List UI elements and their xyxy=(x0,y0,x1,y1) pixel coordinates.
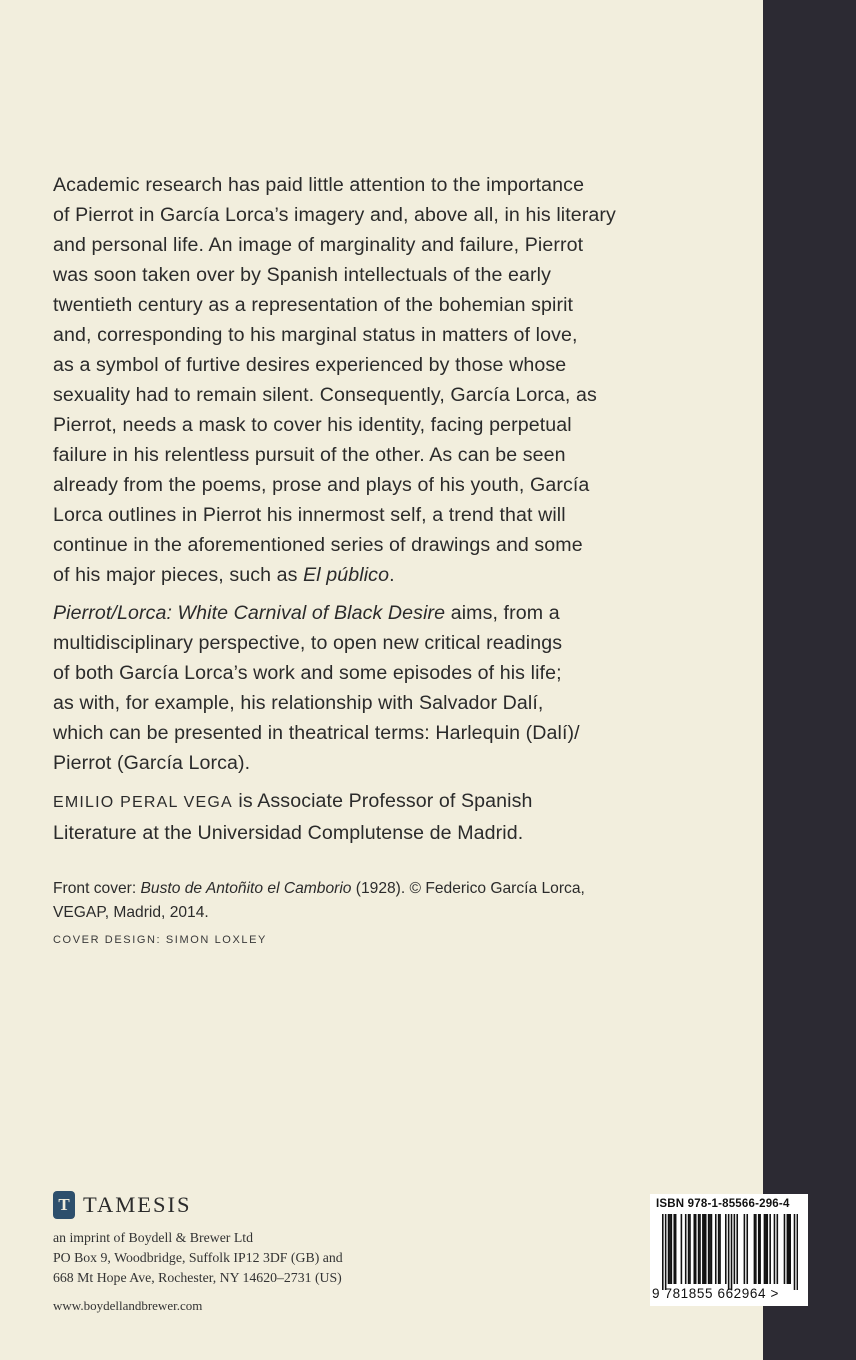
blurb-paragraph-2 xyxy=(53,598,653,778)
barcode-bar xyxy=(675,1214,677,1284)
tamesis-logo-icon: T xyxy=(53,1191,75,1219)
blurb-paragraph-1 xyxy=(53,170,653,590)
barcode-bar xyxy=(769,1214,771,1284)
barcode-bar xyxy=(767,1214,769,1284)
text-line: sexuality had to remain silent. Consequently, García Lorca, as xyxy=(53,384,597,406)
text-fragment: . xyxy=(389,564,395,586)
text-line: which can be presented in theatrical terms: Harlequin (Dalí)/ xyxy=(53,722,580,744)
barcode-bar xyxy=(699,1214,701,1284)
text-line: Literature at the Universidad Complutense de Madrid. xyxy=(53,822,524,844)
barcode-bar xyxy=(734,1214,736,1284)
barcode-bar xyxy=(671,1214,673,1284)
text-line: Lorca outlines in Pierrot his innermost self, a trend that will xyxy=(53,504,566,526)
artwork-title: Busto de Antoñito el Camborio xyxy=(140,880,352,897)
barcode-bar xyxy=(787,1214,789,1284)
text-line: Academic research has paid little attention to the importance xyxy=(53,174,585,196)
barcode-bar xyxy=(755,1214,757,1284)
barcode-bar xyxy=(774,1214,776,1284)
barcode-bar xyxy=(784,1214,786,1284)
barcode-bar xyxy=(688,1214,690,1284)
barcode-bar xyxy=(789,1214,791,1284)
barcode-bar xyxy=(709,1214,711,1284)
cover-credit xyxy=(53,877,653,925)
barcode-bar xyxy=(685,1214,687,1284)
publisher-name: TAMESIS xyxy=(83,1192,192,1217)
text-line: and, corresponding to his marginal status in matters of love, xyxy=(53,324,578,346)
text-fragment: (1928). © Federico García Lorca, xyxy=(351,880,585,897)
text-line: was soon taken over by Spanish intellectuals of the early xyxy=(53,264,552,286)
text-line: failure in his relentless pursuit of the other. As can be seen xyxy=(53,444,566,466)
barcode-bar xyxy=(669,1214,671,1284)
barcode-digits: 9 781855 662964 > xyxy=(652,1286,779,1301)
publisher-logo xyxy=(53,1188,473,1222)
publisher-address xyxy=(53,1228,473,1288)
text-line: continue in the aforementioned series of drawings and some xyxy=(53,534,583,556)
text-line xyxy=(53,877,653,901)
text-line: twentieth century as a representation of the bohemian spirit xyxy=(53,294,574,316)
barcode-bar xyxy=(719,1214,721,1284)
barcode-bar xyxy=(754,1214,756,1284)
text-line: of Pierrot in García Lorca’s imagery and, above all, in his literary xyxy=(53,204,616,226)
barcode-bar xyxy=(736,1214,738,1284)
barcode-bar xyxy=(744,1214,746,1284)
barcode-bar xyxy=(718,1214,720,1284)
address-line: an imprint of Boydell & Brewer Ltd xyxy=(53,1230,254,1245)
barcode-bar xyxy=(705,1214,707,1284)
barcode-bar xyxy=(764,1214,766,1284)
text-fragment: is Associate Professor of Spanish xyxy=(232,790,533,812)
barcode-bar xyxy=(758,1214,760,1284)
text-line: of both García Lorca’s work and some episodes of his life; xyxy=(53,662,562,684)
barcode-bar xyxy=(704,1214,706,1284)
text-line xyxy=(53,786,653,818)
barcode-bar xyxy=(725,1214,727,1284)
barcode-bar xyxy=(728,1214,730,1290)
text-line: Pierrot (García Lorca). xyxy=(53,752,251,774)
barcode-bar xyxy=(708,1214,710,1284)
text-line: VEGAP, Madrid, 2014. xyxy=(53,904,209,921)
publisher-url: www.boydellandbrewer.com xyxy=(53,1298,203,1313)
barcode-bar xyxy=(698,1214,700,1284)
text-line: and personal life. An image of marginality and failure, Pierrot xyxy=(53,234,584,256)
barcode-bars-icon xyxy=(662,1214,798,1290)
barcode-bar xyxy=(693,1214,695,1284)
isbn-label: ISBN 978-1-85566-296-4 xyxy=(656,1198,790,1210)
barcode-bar xyxy=(665,1214,667,1290)
barcode-bar xyxy=(673,1214,675,1284)
author-name: EMILIO PERAL VEGA xyxy=(53,794,233,811)
barcode-bar xyxy=(662,1214,664,1290)
barcode-bar xyxy=(695,1214,697,1284)
barcode-bar xyxy=(711,1214,713,1284)
author-bio xyxy=(53,786,653,848)
barcode-bar xyxy=(797,1214,798,1290)
barcode-bar xyxy=(731,1214,733,1290)
publisher-block xyxy=(53,1188,473,1314)
text-line xyxy=(53,560,653,590)
text-line: as a symbol of furtive desires experienced by those whose xyxy=(53,354,567,376)
barcode-bar xyxy=(681,1214,683,1284)
barcode-bar xyxy=(794,1214,796,1290)
blurb-text xyxy=(53,170,653,848)
barcode-bar xyxy=(715,1214,717,1284)
cover-design-credit: COVER DESIGN: SIMON LOXLEY xyxy=(53,934,267,946)
barcode-bar xyxy=(689,1214,691,1284)
text-fragment: aims, from a xyxy=(445,602,560,624)
text-line: multidisciplinary perspective, to open new critical readings xyxy=(53,632,563,654)
barcode-bar xyxy=(788,1214,790,1284)
barcode-bar xyxy=(759,1214,761,1284)
barcode-bar xyxy=(746,1214,748,1284)
isbn-barcode xyxy=(650,1194,808,1306)
text-line xyxy=(53,598,653,628)
barcode-bar xyxy=(765,1214,767,1284)
barcode-bar xyxy=(668,1214,670,1284)
italic-book-title: Pierrot/Lorca: White Carnival of Black Desire xyxy=(53,602,446,624)
spine-strip xyxy=(763,0,856,1360)
text-fragment: of his major pieces, such as xyxy=(53,564,304,586)
text-line: Pierrot, needs a mask to cover his identity, facing perpetual xyxy=(53,414,572,436)
text-line: already from the poems, prose and plays of his youth, García xyxy=(53,474,590,496)
address-line: PO Box 9, Woodbridge, Suffolk IP12 3DF (GB) and xyxy=(53,1250,343,1265)
text-fragment: Front cover: xyxy=(53,880,141,897)
barcode-bar xyxy=(702,1214,704,1284)
text-line: as with, for example, his relationship with Salvador Dalí, xyxy=(53,692,544,714)
address-line: 668 Mt Hope Ave, Rochester, NY 14620–2731 (US) xyxy=(53,1270,342,1285)
italic-title: El público xyxy=(303,564,390,586)
barcode-bar xyxy=(777,1214,779,1284)
